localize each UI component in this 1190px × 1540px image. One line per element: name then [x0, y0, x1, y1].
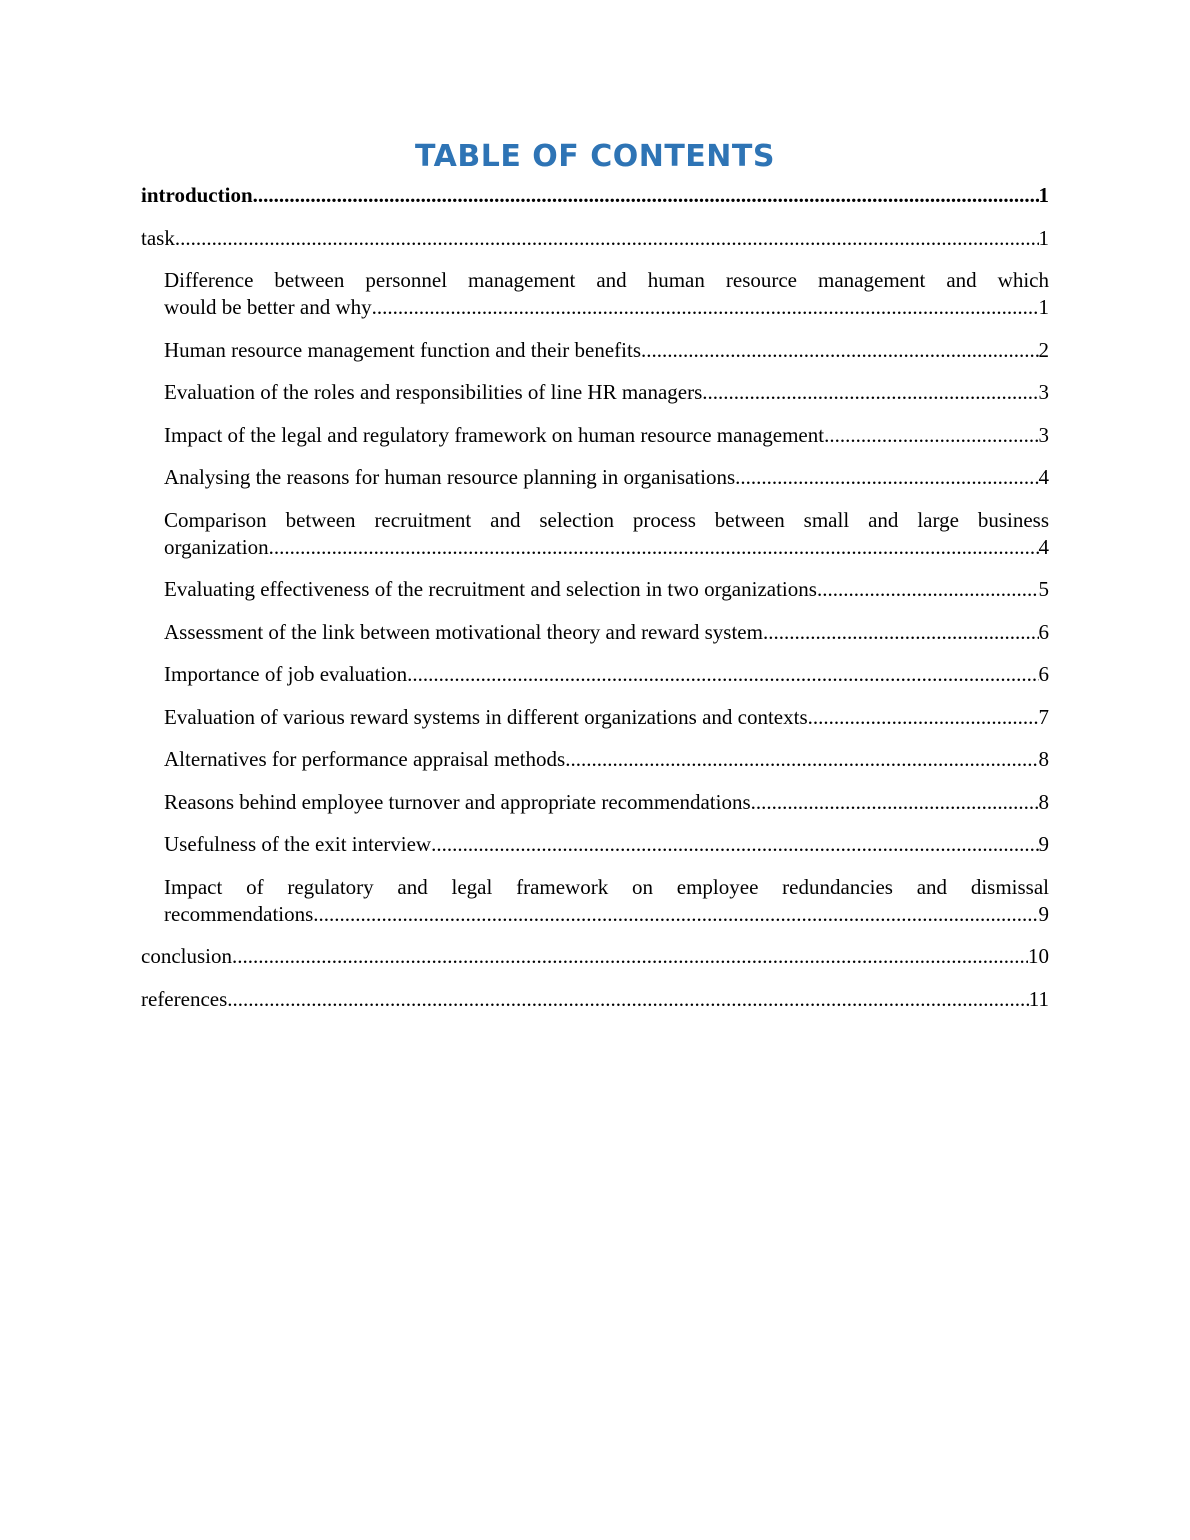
dot-leader: [735, 464, 1038, 491]
toc-entry-text-line1: Comparison between recruitment and selection process between small and large business: [164, 507, 1049, 532]
toc-page-number: 6: [1038, 662, 1049, 686]
toc-entry-line: [141, 986, 1049, 1013]
toc-entry[interactable]: [164, 704, 1049, 731]
toc-page-number: 10: [1028, 944, 1049, 968]
toc-entry[interactable]: [141, 225, 1049, 252]
toc-entry-text: references: [141, 986, 228, 1011]
toc-entry[interactable]: [164, 576, 1049, 603]
dot-leader: [269, 534, 1039, 561]
toc-entry-text: Evaluation of various reward systems in different organizations and contexts: [164, 704, 808, 729]
toc-entry-line: [164, 337, 1049, 364]
toc-entry-line: [164, 379, 1049, 406]
toc-entry-text: Human resource management function and their benefits: [164, 337, 641, 362]
toc-entry-text: Evaluating effectiveness of the recruitment and selection in two organizations: [164, 577, 817, 601]
toc-entry-text: Impact of the legal and regulatory framework on human resource management: [164, 422, 825, 447]
toc-entry-text: Evaluation of the roles and responsibilities of line HR managers: [164, 380, 703, 404]
toc-entry-text: task: [141, 225, 175, 250]
toc-entry[interactable]: [164, 789, 1049, 816]
toc-entry-line: [164, 576, 1049, 603]
dot-leader: [824, 422, 1038, 449]
toc-entry-text: Reasons behind employee turnover and appropriate recommendations: [164, 789, 751, 814]
dot-leader: [702, 379, 1038, 406]
toc-page-number: 1: [1038, 225, 1049, 250]
toc-entry[interactable]: [164, 422, 1049, 449]
toc-entry-line: [164, 901, 1049, 928]
toc-page-number: 8: [1038, 789, 1049, 814]
toc-entry[interactable]: [164, 337, 1049, 364]
toc-page-number: 3: [1038, 422, 1049, 447]
toc-entry-line: [164, 746, 1049, 773]
toc-page-number: 1: [1038, 183, 1049, 207]
toc-entry-text: Usefulness of the exit interview: [164, 832, 432, 856]
toc-entry[interactable]: [164, 746, 1049, 773]
toc-page-number: 8: [1038, 747, 1049, 771]
dot-leader: [641, 337, 1039, 364]
dot-leader: [175, 225, 1039, 252]
toc-entry-line: [141, 943, 1049, 970]
toc-page-number: 2: [1038, 337, 1049, 362]
toc-page-number: 3: [1038, 380, 1049, 404]
toc-page-number: 9: [1038, 901, 1049, 926]
toc-entry-text: conclusion: [141, 944, 232, 968]
toc-entry-text: would be better and why: [164, 295, 372, 319]
toc-page-number: 11: [1028, 986, 1049, 1011]
toc-entry-line: [164, 619, 1049, 646]
toc-entry-line: [164, 704, 1049, 731]
toc-entry-line: [164, 534, 1049, 561]
toc-entry-line: [164, 831, 1049, 858]
dot-leader: [232, 943, 1028, 970]
dot-leader: [817, 576, 1039, 603]
dot-leader: [227, 986, 1029, 1013]
toc-entry[interactable]: [164, 464, 1049, 491]
toc-entry-line: [141, 182, 1049, 209]
toc-page-number: 4: [1038, 534, 1049, 559]
dot-leader: [372, 294, 1039, 321]
dot-leader: [253, 182, 1039, 209]
toc-entry-line: [141, 225, 1049, 252]
toc-entry-text: organization: [164, 534, 269, 559]
toc-entry[interactable]: [164, 874, 1049, 928]
toc-page-number: 5: [1038, 577, 1049, 601]
toc-page-number: 1: [1038, 295, 1049, 319]
toc-entry-text: recommendations: [164, 901, 314, 926]
toc-entry-line: [164, 464, 1049, 491]
toc-page-number: 4: [1038, 465, 1049, 489]
dot-leader: [763, 619, 1039, 646]
toc-list: [141, 182, 1049, 1013]
toc-entry[interactable]: [164, 661, 1049, 688]
toc-entry-text: Analysing the reasons for human resource planning in organisations: [164, 465, 736, 489]
toc-entry-line: [164, 789, 1049, 816]
toc-entry-text: Importance of job evaluation: [164, 662, 408, 686]
toc-entry[interactable]: [164, 507, 1049, 561]
toc-entry[interactable]: [141, 182, 1049, 209]
toc-entry[interactable]: [164, 831, 1049, 858]
toc-entry-line: [164, 422, 1049, 449]
toc-entry[interactable]: [141, 986, 1049, 1013]
toc-entry-text-line1: Impact of regulatory and legal framework on employee redundancies and dismissal: [164, 874, 1049, 899]
toc-page-number: 6: [1038, 619, 1049, 644]
toc-entry-text: introduction: [141, 183, 253, 207]
dot-leader: [431, 831, 1038, 858]
toc-entry-text: Assessment of the link between motivational theory and reward system: [164, 619, 763, 644]
dot-leader: [808, 704, 1039, 731]
toc-entry[interactable]: [164, 379, 1049, 406]
toc-entry-text: Alternatives for performance appraisal methods: [164, 747, 566, 771]
toc-page-number: 9: [1038, 832, 1049, 856]
toc-title: TABLE OF CONTENTS: [415, 139, 775, 174]
document-page: [141, 138, 1049, 1028]
toc-page-number: 7: [1038, 704, 1049, 729]
dot-leader: [407, 661, 1038, 688]
dot-leader: [751, 789, 1039, 816]
dot-leader: [565, 746, 1038, 773]
toc-entry[interactable]: [164, 619, 1049, 646]
toc-entry[interactable]: [164, 267, 1049, 321]
toc-entry-line: [164, 294, 1049, 321]
toc-entry-text-line1: Difference between personnel management and human resource management and which: [164, 268, 1049, 292]
toc-entry-line: [164, 661, 1049, 688]
dot-leader: [313, 901, 1038, 928]
toc-entry[interactable]: [141, 943, 1049, 970]
